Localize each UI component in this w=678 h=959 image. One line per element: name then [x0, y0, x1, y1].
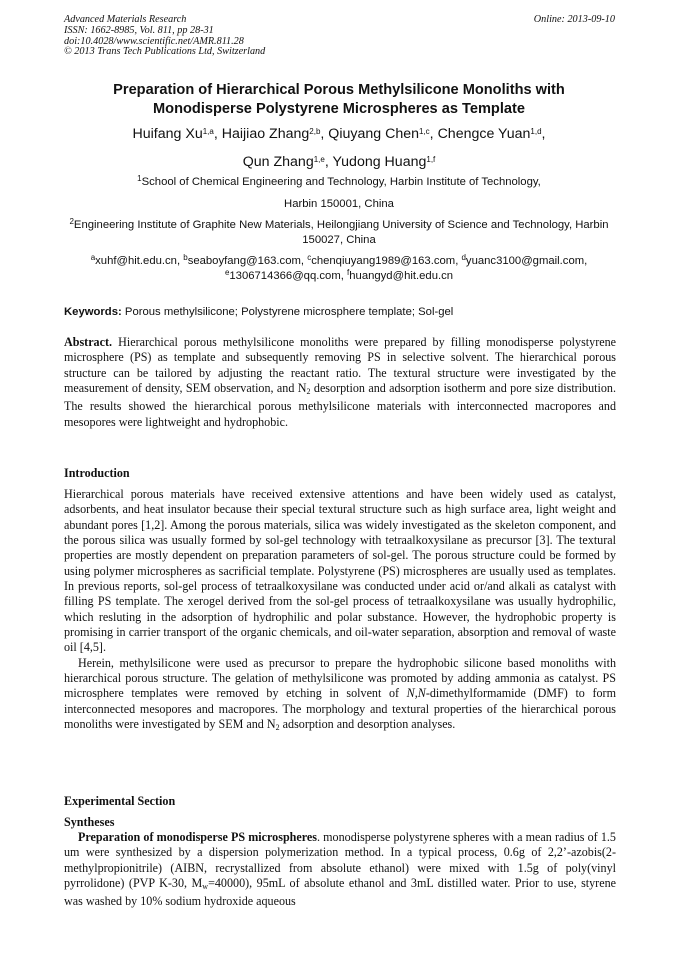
affiliation-1-line-1: School of Chemical Engineering and Technology, Harbin Institute of Technology, [141, 176, 541, 188]
abstract-text-2: desorption and adsorption isotherm and pore size distribution. The results showed the hierarchical porous methylsilicone materials with interconnected macropores and mesopores were lightweight and hydrophobic. [64, 381, 616, 429]
title-line-1: Preparation of Hierarchical Porous Methylsilicone Monoliths with [113, 82, 565, 98]
abstract-label: Abstract. [64, 335, 113, 349]
author-name: Qun Zhang [242, 154, 314, 170]
email-sup: a [90, 253, 96, 262]
intro-p2-text-1: Herein, methylsilicone were used as precursor to prepare the hydrophobic silicone based monoliths with hierarchical porous structure. The gelation of methylsilicone was promoted by adding ammonia as catalyst. PS microsphere templates were removed by etching in solvent of [64, 655, 616, 701]
intro-paragraph-1: Hierarchical porous materials have received extensive attentions and have been widely used as catalyst, adsorbents, and heat insulator because their special textural structure such as high surface area, light weight and abundant pores [1,2]. Among the porous materials, silica was widely investigated as the skeleton component, and the porous silica was usually formed by sol-gel technology with tetraalkoxysilane as precursor [3]. The textural properties are mostly dependent on preparation parameters of sol-gel. The porous structure could be formed by using polymer microspheres as sacrificial template. Polystyrene (PS) microspheres are usually used as templates. In previous reports, sol-gel process of tetraalkoxysilane was conducted under acid or/and alkali as catalyst with filling PS template. The xerogel derived from the sol-gel process of tetraalkoxysilane was usually hydrophilic, which resluting in the adsorption of hydrophilic and polar substance. However, the hydrophobic property is promising in carrier transport of the organic chemicals, and oil-water separation, absorption and removal of waste oil [4,5]. [64, 487, 616, 655]
abstract-text-1: Hierarchical porous methylsilicone monoliths were prepared by filling monodisperse polystyrene microsphere (PS) as template and subsequently removing PS in selective solvent. The hierarchical porous structure can be tailored by adjusting the reactant ratio. The textural structure were investigated by the measurement of density, SEM observation, and N [64, 335, 616, 396]
email-address[interactable]: yuanc3100@gmail.com [465, 255, 585, 267]
affiliation-1-line-2: Harbin 150001, China [284, 198, 394, 210]
intro-paragraph-2 [64, 656, 616, 736]
author-list: Huifang Xu$^{1,a}$, Haijiao Zhang$^{2,b}$, Qiuyang Chen$^{1,c}$, Chengce Yuan$^{1,d}$, Qun Zhang$^{1,e}$, Yudong Huang$^{1,f}$ [132, 126, 546, 170]
keywords [64, 305, 616, 319]
author-sup: 1,f [426, 155, 436, 164]
keywords-text: Porous methylsilicone; Polystyrene microsphere template; Sol-gel [124, 306, 454, 318]
affiliation-sup: 2 [69, 217, 74, 226]
intro-p2-subscript: 2 [275, 723, 280, 733]
author-name: Chengce Yuan [437, 126, 531, 142]
email-address[interactable]: seaboyfang@163.com [187, 255, 301, 267]
doi-line: doi:10.4028/www.scientific.net/AMR.811.28 [64, 35, 244, 47]
syntheses-subscript: w [202, 882, 209, 892]
syntheses-paragraph [64, 830, 616, 910]
abstract [64, 335, 616, 430]
email-address[interactable]: chenqiuyang1989@163.com [311, 255, 456, 267]
affiliation-2-text: Engineering Institute of Graphite New Materials, Heilongjiang University of Science and Technology, Harbin 150027, China [73, 219, 609, 246]
journal-name: Advanced Materials Research [64, 14, 187, 25]
affiliation-sup: 1 [137, 174, 142, 183]
paper-title [60, 81, 618, 119]
copyright-line: © 2013 Trans Tech Publications Ltd, Switzerland [64, 46, 266, 58]
introduction-heading: Introduction [64, 466, 130, 480]
email-address[interactable]: xuhf@hit.edu.cn [95, 255, 177, 267]
issn-line: ISSN: 1662-8985, Vol. 811, pp 28-31 [64, 24, 214, 36]
affiliation-1 [60, 175, 618, 211]
syntheses-body [64, 830, 616, 910]
email-sup: d [461, 253, 466, 262]
author-name: Yudong Huang [332, 154, 427, 170]
author-sup: 1,e [313, 155, 325, 164]
author-name: Haijiao Zhang [221, 126, 310, 142]
email-sup: f [347, 268, 350, 277]
author-sup: 1,a [202, 127, 214, 136]
author-name: Huifang Xu [132, 126, 203, 142]
email-address[interactable]: 1306714366@qq.com [229, 270, 341, 282]
intro-p2-text-3: adsorption and desorption analyses. [279, 717, 456, 732]
email-sup: b [183, 253, 188, 262]
author-name: Qiuyang Chen [328, 126, 419, 142]
syntheses-text-2: =40000), 95mL of absolute ethanol and 3mL distilled water. Prior to use, styrene was washed by 10% sodium hydroxide aqueous [64, 876, 616, 909]
author-sup: 1,d [530, 127, 542, 136]
syntheses-text-1: . monodisperse polystyrene spheres with a mean radius of 1.5 um were synthesized by a dispersion polymerization method. In a typical process, 0.6g of 2,2’-azobis(2-methylpropionitrile) (AIBN, recrystallized from absolute ethanol) were mixed with 1.5g of poly(vinyl pyrrolidone) (PVP K-30, M [64, 830, 616, 891]
journal-header [64, 15, 265, 58]
author-sup: 1,c [419, 127, 430, 136]
intro-p2-italic: N,N [406, 686, 426, 701]
keywords-label: Keywords: [64, 306, 122, 318]
introduction-body [64, 487, 616, 736]
email-list: $^a$xuhf@hit.edu.cn, $^b$seaboyfang@163.com, $^c$chenqiuyang1989@163.com, $^d$yuanc3100@gmail.com, $^e$1306714366@qq.com, $^f$huangyd@hit.edu.cn [90, 253, 588, 282]
affiliation-2 [60, 218, 618, 247]
intro-p2-text-2: -dimethylformamide (DMF) to form interconnected mesopores and macropores. The morphology and textural properties of the hierarchical porous monoliths were investigated by SEM and N [64, 686, 616, 732]
experimental-heading: Experimental Section [64, 794, 176, 808]
email-sup: c [307, 253, 312, 262]
title-line-2: Monodisperse Polystyrene Microspheres as Template [153, 101, 525, 117]
online-date: Online: 2013-09-10 [533, 14, 615, 25]
abstract-subscript: 2 [306, 387, 311, 397]
author-sup: 2,b [309, 127, 321, 136]
email-sup: e [224, 268, 230, 277]
email-address[interactable]: huangyd@hit.edu.cn [349, 270, 454, 282]
syntheses-heading: Syntheses [64, 815, 115, 829]
syntheses-runin-heading: Preparation of monodisperse PS microspheres [78, 830, 317, 844]
